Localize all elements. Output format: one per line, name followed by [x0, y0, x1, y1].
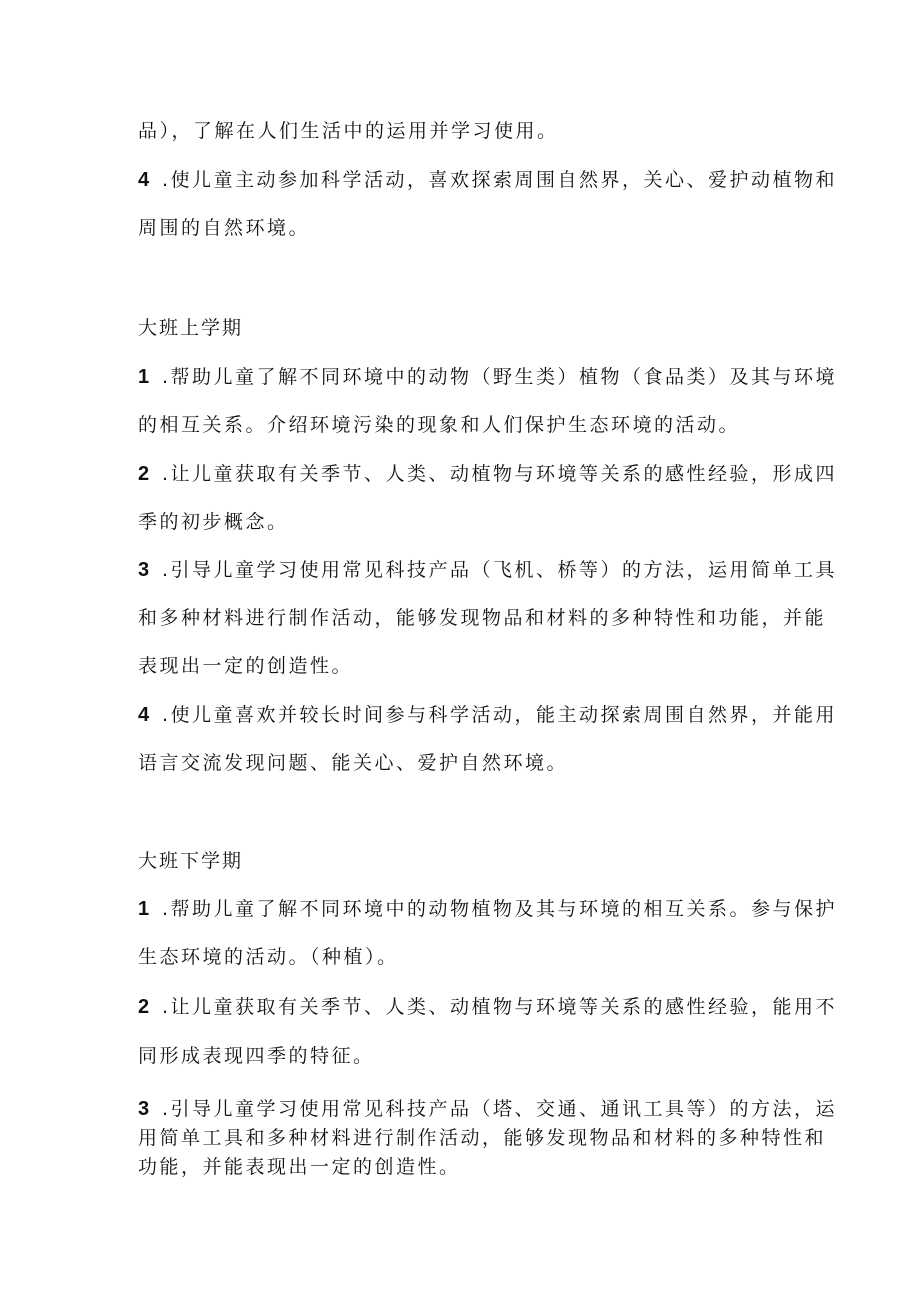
sec2-item-1-number: 1 [138, 898, 152, 920]
sec2-item-2-text-2: 同形成表现四季的特征。 [138, 1045, 375, 1067]
sec1-item-4-line-2 [138, 751, 568, 775]
sec1-item-4-text-1: .使儿童喜欢并较长时间参与科学活动，能主动探索周围自然界，并能用 [162, 704, 838, 726]
sec1-item-3-text-1: .引导儿童学习使用常见科技产品（飞机、桥等）的方法，运用简单工具 [162, 559, 838, 581]
sec2-item-1-text-2: 生态环境的活动。（种植）。 [138, 946, 399, 968]
section-1-heading [138, 316, 243, 340]
sec2-item-3-line-2 [138, 1126, 826, 1150]
intro-item-4-text-2: 周围的自然环境。 [138, 217, 311, 239]
section-2-heading [138, 849, 243, 873]
sec2-item-3-text-3: 功能，并能表现出一定的创造性。 [138, 1156, 461, 1178]
sec1-item-4-line-1 [138, 703, 837, 727]
sec2-item-2-line-2 [138, 1044, 375, 1068]
sec2-item-3-text-2: 用简单工具和多种材料进行制作活动，能够发现物品和材料的多种特性和 [138, 1127, 827, 1149]
sec1-item-4-number: 4 [138, 704, 152, 726]
sec2-item-2-number: 2 [138, 996, 152, 1018]
intro-continuation-text: 品），了解在人们生活中的运用并学习使用。 [138, 120, 559, 142]
sec1-item-2-text-1: .让儿童获取有关季节、人类、动植物与环境等关系的感性经验，形成四 [162, 463, 838, 485]
sec1-item-1-line-1 [138, 365, 837, 389]
intro-item-4-line-1 [138, 168, 837, 192]
sec2-item-3-text-1: .引导儿童学习使用常见科技产品（塔、交通、通讯工具等）的方法，运 [162, 1098, 838, 1120]
sec1-item-3-number: 3 [138, 559, 152, 581]
sec1-item-1-text-2: 的相互关系。介绍环境污染的现象和人们保护生态环境的活动。 [138, 414, 741, 436]
section-1-title: 大班上学期 [138, 317, 244, 339]
sec1-item-2-line-2 [138, 510, 289, 534]
sec1-item-3-line-2 [138, 606, 826, 630]
sec1-item-3-line-1 [138, 558, 837, 582]
sec2-item-1-text-1: .帮助儿童了解不同环境中的动物植物及其与环境的相互关系。参与保护 [162, 898, 838, 920]
intro-item-4-line-2 [138, 216, 310, 240]
section-2-title: 大班下学期 [138, 850, 244, 872]
sec2-item-2-text-1: .让儿童获取有关季节、人类、动植物与环境等关系的感性经验，能用不 [162, 996, 838, 1018]
sec1-item-2-text-2: 季的初步概念。 [138, 511, 289, 533]
sec1-item-1-text-1: .帮助儿童了解不同环境中的动物（野生类）植物（食品类）及其与环境 [162, 366, 838, 388]
sec1-item-2-line-1 [138, 462, 837, 486]
sec1-item-3-line-3 [138, 654, 353, 678]
sec1-item-4-text-2: 语言交流发现问题、能关心、爱护自然环境。 [138, 752, 569, 774]
sec1-item-1-line-2 [138, 413, 740, 437]
intro-continuation-line [138, 119, 559, 143]
sec2-item-1-line-1 [138, 897, 837, 921]
intro-item-4-text-1: .使儿童主动参加科学活动，喜欢探索周围自然界，关心、爱护动植物和 [162, 169, 838, 191]
sec2-item-2-line-1 [138, 995, 837, 1019]
sec1-item-3-text-3: 表现出一定的创造性。 [138, 655, 354, 677]
sec2-item-3-line-1 [138, 1097, 837, 1121]
sec1-item-1-number: 1 [138, 366, 152, 388]
sec1-item-3-text-2: 和多种材料进行制作活动，能够发现物品和材料的多种特性和功能，并能 [138, 607, 827, 629]
sec1-item-2-number: 2 [138, 463, 152, 485]
intro-item-4-number: 4 [138, 169, 152, 191]
sec2-item-3-line-3 [138, 1155, 461, 1179]
sec2-item-1-line-2 [138, 945, 399, 969]
sec2-item-3-number: 3 [138, 1098, 152, 1120]
